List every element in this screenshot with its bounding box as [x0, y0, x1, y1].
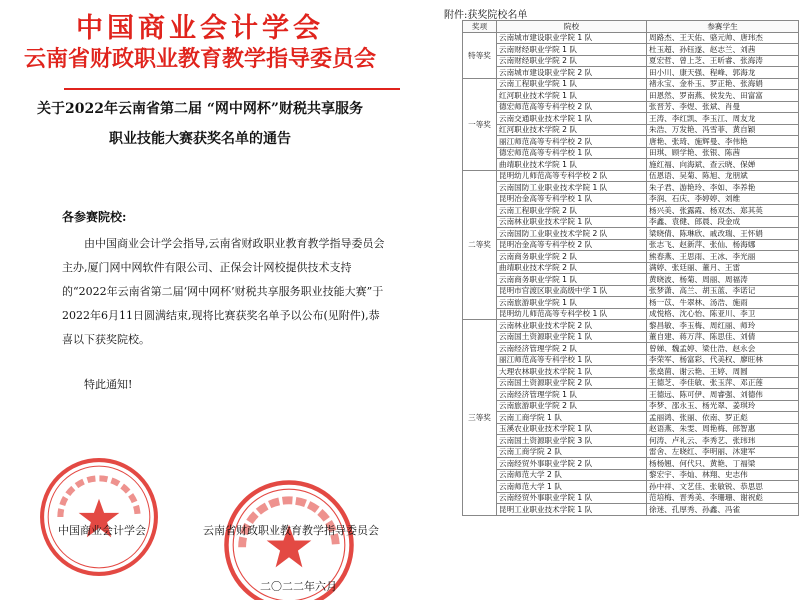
notice-body-paragraph: 由中国商业会计学会指导,云南省财政职业教育教学指导委员会主办,厦门网中网软件有限公司、正保会计网校提供技术支持的“2022年云南省第二届‘网中网杯’财税共享服务职业技能大赛”于 2022年6月11日圆满结束,现将比赛获奖名单予以公布(见附件),恭喜以下获奖院校。 — [62, 237, 385, 346]
students-cell: 赵语燕、朱雯、周艳梅、郎智惠 — [647, 423, 799, 435]
table-row — [463, 55, 799, 67]
students-cell: 王德远、陈可伊、周睿强、刘德伟 — [647, 389, 799, 401]
students-cell: 何涛、卢礼云、李秀艺、张玮玮 — [647, 435, 799, 447]
table-row — [463, 239, 799, 251]
table-row — [463, 366, 799, 378]
awards-table-body — [463, 32, 799, 515]
table-row — [463, 423, 799, 435]
school-cell: 丽江师范高等专科学校 2 队 — [497, 136, 647, 148]
salutation: 各参赛院校: — [62, 210, 127, 224]
school-cell: 云南国防工业职业技术学院 2 队 — [497, 228, 647, 240]
table-row — [463, 504, 799, 516]
students-cell: 周路杰、王天佑、骆元帅、唐玮杰 — [647, 32, 799, 44]
school-cell: 昆明幼儿师范高等专科学校 1 队 — [497, 308, 647, 320]
students-cell: 熊春燕、王思雨、王冰、李光丽 — [647, 251, 799, 263]
school-cell: 云南旅游职业学院 1 队 — [497, 297, 647, 309]
students-cell: 夏宏哲、曾上芝、王昕睿、张海涛 — [647, 55, 799, 67]
table-row — [463, 124, 799, 136]
school-cell: 云南商务职业学院 2 队 — [497, 251, 647, 263]
school-cell: 红河职业技术学院 2 队 — [497, 124, 647, 136]
seal-stamp-left-icon — [38, 456, 160, 578]
table-row — [463, 159, 799, 171]
students-cell: 王德芝、李佳敏、张玉萍、邓正莲 — [647, 377, 799, 389]
closing-line: 特此通知! — [84, 378, 133, 391]
students-cell: 范培梅、晋秀美、李珊珊、谢祝彪 — [647, 492, 799, 504]
table-row — [463, 113, 799, 125]
table-row — [463, 182, 799, 194]
students-cell: 张晋芳、李煜、张斌、肖曼 — [647, 101, 799, 113]
table-row — [463, 251, 799, 263]
school-cell: 昆明幼儿师范高等专科学校 2 队 — [497, 170, 647, 182]
school-cell: 德宏师范高等专科学校 2 队 — [497, 101, 647, 113]
school-cell: 云南国防工业职业技术学院 1 队 — [497, 182, 647, 194]
table-row — [463, 458, 799, 470]
school-cell: 红河职业技术学院 1 队 — [497, 90, 647, 102]
school-cell: 云南旅游职业学院 2 队 — [497, 400, 647, 412]
school-cell: 昆明工业职业技术学院 1 队 — [497, 504, 647, 516]
table-row — [463, 193, 799, 205]
table-row — [463, 389, 799, 401]
school-cell: 云南经济管理学院 1 队 — [497, 389, 647, 401]
table-row — [463, 481, 799, 493]
students-cell: 满婷、张廷丽、董月、王雷 — [647, 262, 799, 274]
students-cell: 成悦格、沈心怡、陈亚川、李卫 — [647, 308, 799, 320]
students-cell: 唐艳、张琦、施辉曼、李伟艳 — [647, 136, 799, 148]
school-cell: 云南工商学院 2 队 — [497, 446, 647, 458]
students-cell: 杨杨翘、何代只、黄艳、丁福梁 — [647, 458, 799, 470]
students-cell: 杜玉超、孙钰遂、赵志兰、刘茜 — [647, 44, 799, 56]
table-row — [463, 331, 799, 343]
header-students: 参赛学生 — [647, 21, 799, 33]
students-cell: 孟丽鸿、张丽、依南、罗正彪 — [647, 412, 799, 424]
school-cell: 云南财经职业学院 2 队 — [497, 55, 647, 67]
table-row — [463, 469, 799, 481]
students-cell: 伍恩语、吴菊、陈旭、龙朋斌 — [647, 170, 799, 182]
table-row — [463, 285, 799, 297]
table-row — [463, 101, 799, 113]
school-cell: 云南财经职业学院 1 队 — [497, 44, 647, 56]
table-row — [463, 205, 799, 217]
table-row — [463, 308, 799, 320]
table-header-row — [463, 21, 799, 33]
students-cell: 褚永宝、金朴玉、罗正艳、张海娟 — [647, 78, 799, 90]
students-cell: 朱子君、游艳玲、李如、李养艳 — [647, 182, 799, 194]
table-row — [463, 78, 799, 90]
table-row — [463, 274, 799, 286]
table-row — [463, 377, 799, 389]
school-cell: 云南师范大学 1 队 — [497, 481, 647, 493]
school-cell: 云南工程职业学院 1 队 — [497, 78, 647, 90]
school-cell: 丽江师范高等专科学校 1 队 — [497, 354, 647, 366]
org-name-header: 中国商业会计学会 — [76, 13, 324, 44]
school-cell: 云南国土资源职业学院 1 队 — [497, 331, 647, 343]
table-row — [463, 147, 799, 159]
school-cell: 云南国土资源职业学院 2 队 — [497, 377, 647, 389]
school-cell: 大理农林职业技术学院 1 队 — [497, 366, 647, 378]
school-cell: 昆明市官渡区职业高级中学 1 队 — [497, 285, 647, 297]
table-row — [463, 228, 799, 240]
award-rank-cell: 二等奖 — [463, 170, 497, 320]
school-cell: 玉溪农业职业技术学院 1 队 — [497, 423, 647, 435]
table-row — [463, 170, 799, 182]
table-row — [463, 446, 799, 458]
notice-title-line1: 关于2022年云南省第二届 “网中网杯”财税共享服务 — [37, 101, 363, 117]
students-cell: 杨一苡、牛翠林、汤浩、施雨 — [647, 297, 799, 309]
students-cell: 徐迷、孔厚秀、孙鑫、冯雀 — [647, 504, 799, 516]
school-cell: 云南林业职业技术学院 2 队 — [497, 320, 647, 332]
school-cell: 云南工程职业学院 2 队 — [497, 205, 647, 217]
students-cell: 黎昌敏、李玉梅、周红丽、师玲 — [647, 320, 799, 332]
award-rank-cell: 一等奖 — [463, 78, 497, 170]
school-cell: 云南国土资源职业学院 3 队 — [497, 435, 647, 447]
table-row — [463, 297, 799, 309]
students-cell: 李鑫、袁健、郎晨、段金成 — [647, 216, 799, 228]
table-row — [463, 412, 799, 424]
table-row — [463, 262, 799, 274]
school-cell: 云南经贸外事职业学院 2 队 — [497, 458, 647, 470]
school-cell: 云南交通职业技术学院 1 队 — [497, 113, 647, 125]
students-cell: 田琪、顾学艳、张银、陈茜 — [647, 147, 799, 159]
notice-date: 二〇二二年六月 — [260, 580, 337, 593]
school-cell: 昆明冶金高等专科学校 2 队 — [497, 239, 647, 251]
students-cell: 黄晓波、杨菊、周丽、周福涛 — [647, 274, 799, 286]
table-row — [463, 400, 799, 412]
signature-right: 云南省财政职业教育教学指导委员会 — [203, 524, 379, 537]
students-cell: 杨兴美、张露霞、杨双杰、郑其英 — [647, 205, 799, 217]
notice-title-line2: 职业技能大赛获奖名单的通告 — [109, 131, 291, 147]
table-row — [463, 44, 799, 56]
header-school: 院校 — [497, 21, 647, 33]
students-cell: 张燊菌、谢云艳、王婷、周圆 — [647, 366, 799, 378]
committee-header: 云南省财政职业教育教学指导委员会 — [23, 47, 376, 72]
students-cell: 李荣军、杨富彩、代美权、廖旺林 — [647, 354, 799, 366]
table-row — [463, 343, 799, 355]
header-divider — [64, 88, 400, 90]
signature-left: 中国商业会计学会 — [58, 524, 146, 537]
table-row — [463, 435, 799, 447]
students-cell: 董自建、蒋万萍、陈思佳、刘倩 — [647, 331, 799, 343]
school-cell: 德宏师范高等专科学校 1 队 — [497, 147, 647, 159]
school-cell: 昆明冶金高等专科学校 1 队 — [497, 193, 647, 205]
table-row — [463, 67, 799, 79]
students-cell: 王涛、李红凯、李玉江、周友龙 — [647, 113, 799, 125]
students-cell: 雷舍、左晓红、李明丽、沐建军 — [647, 446, 799, 458]
students-cell: 李梦、邵永玉、杨光翠、姜琪玲 — [647, 400, 799, 412]
school-cell: 云南商务职业学院 1 队 — [497, 274, 647, 286]
students-cell: 施红福、向海斌、查云晓、保婵 — [647, 159, 799, 171]
students-cell: 朱浩、万发艳、冯雪菲、黄自颖 — [647, 124, 799, 136]
students-cell: 田恩然、罗南燕、侯发先、田富富 — [647, 90, 799, 102]
attachment-label: 附件:获奖院校名单 — [444, 10, 528, 21]
school-cell: 云南林业职业技术学院 1 队 — [497, 216, 647, 228]
table-row — [463, 216, 799, 228]
school-cell: 曲靖职业技术学院 2 队 — [497, 262, 647, 274]
award-rank-cell: 三等奖 — [463, 320, 497, 516]
students-cell: 张志飞、赵新萍、张仙、杨海娜 — [647, 239, 799, 251]
attachment-page — [400, 0, 800, 600]
awards-table — [462, 20, 799, 516]
school-cell: 云南经贸外事职业学院 1 队 — [497, 492, 647, 504]
students-cell: 梁晓倩、陈琳欣、戚改瑞、王怀娟 — [647, 228, 799, 240]
notice-body — [62, 232, 390, 352]
school-cell: 云南师范大学 2 队 — [497, 469, 647, 481]
school-cell: 云南城市建设职业学院 1 队 — [497, 32, 647, 44]
school-cell: 云南城市建设职业学院 2 队 — [497, 67, 647, 79]
school-cell: 曲靖职业技术学院 1 队 — [497, 159, 647, 171]
header-rank: 奖项 — [463, 21, 497, 33]
award-rank-cell: 特等奖 — [463, 32, 497, 78]
students-cell: 田小川、康天强、程峰、郭海龙 — [647, 67, 799, 79]
school-cell: 云南经济管理学院 2 队 — [497, 343, 647, 355]
table-row — [463, 320, 799, 332]
students-cell: 黎宏宇、李灿、林翔、史志伟 — [647, 469, 799, 481]
students-cell: 李润、石庆、李婷婷、刘维 — [647, 193, 799, 205]
table-row — [463, 32, 799, 44]
table-row — [463, 136, 799, 148]
students-cell: 孙中祥、文艺佳、张敏锐、恭思思 — [647, 481, 799, 493]
table-row — [463, 354, 799, 366]
table-row — [463, 90, 799, 102]
students-cell: 曾娣、魏孟婷、梁仕浩、赵永会 — [647, 343, 799, 355]
table-row — [463, 492, 799, 504]
school-cell: 云南工商学院 1 队 — [497, 412, 647, 424]
students-cell: 张梦潇、高兰、胡玉蓝、李诺记 — [647, 285, 799, 297]
